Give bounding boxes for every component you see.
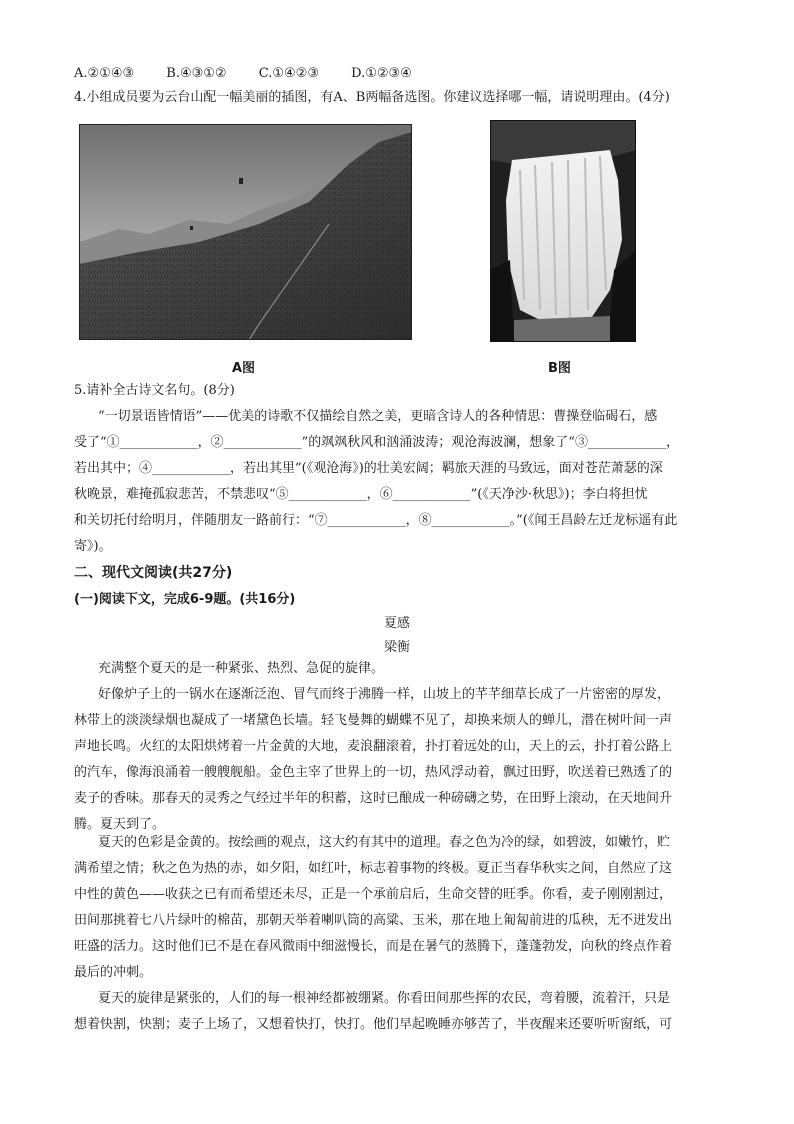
q5-title: 5.请补全古诗文名句。(8分): [74, 383, 235, 398]
picture-a-mountain: [79, 124, 412, 340]
article-title: 夏感: [383, 616, 410, 631]
article-line: 田间那挑着七八片绿叶的棉苗，那朝天举着喇叭筒的高粱、玉米，那在地上匍匐前进的瓜秧，无不迸发出: [74, 913, 673, 928]
q5-line: 秋晚景，难掩孤寂悲苦，不禁悲叹“⑤____________，⑥____________”(《天净沙·秋思》)；李白将担忧: [74, 487, 648, 502]
article-line: 想着快割，快割；麦子上场了，又想着快打，快打。他们早起晚睡亦够苦了，半夜醒来还要听听窗纸，可: [74, 1017, 673, 1032]
q4-question: 4.小组成员要为云台山配一幅美丽的插图，有A、B两幅备选图。你建议选择哪一幅，请说明理由。(4分): [74, 90, 670, 105]
q5-line: 和关切托付给明月，伴随朋友一路前行：“⑦____________，⑧____________。”(《闻王昌龄左迁龙标遥有此: [74, 513, 678, 528]
article-line: 好像炉子上的一锅水在逐渐泛泡、冒气而终于沸腾一样，山坡上的芊芊细草长成了一片密密的厚发，: [98, 687, 671, 702]
section-heading: 二、现代文阅读(共27分): [74, 565, 233, 581]
article-line: 中性的黄色——收获之已有而希望还未尽，正是一个承前启后，生命交替的旺季。你看，麦子刚刚割过，: [74, 887, 673, 902]
article-line: 腾。夏天到了。: [74, 817, 166, 832]
article-line: 麦子的香味。那春天的灵秀之气经过半年的积蓄，这时已酿成一种磅礴之势，在田野上滚动，在天地间升: [74, 791, 673, 806]
article-line: 的汽车，像海浪涌着一艘艘舰船。金色主宰了世界上的一切，热风浮动着，飘过田野，吹送着已熟透了的: [74, 765, 673, 780]
article-line: 声地长鸣。火红的太阳烘烤着一片金黄的大地，麦浪翻滚着，扑打着远处的山，天上的云，扑打着公路上: [74, 739, 673, 754]
q5-line: 寄》)。: [74, 539, 112, 554]
article-line: 充满整个夏天的是一种紧张、热烈、急促的旋律。: [98, 661, 385, 676]
article-line: 夏天的旋律是紧张的，人们的每一根神经都被绷紧。你看田间那些挥的农民，弯着腰，流着汗，只是: [98, 991, 671, 1006]
picture-a-caption: A图: [232, 361, 256, 376]
q3-option-d: D.①②③④: [351, 66, 412, 81]
article-line: 最后的冲刺。: [74, 965, 153, 980]
q5-line: 若出其中；④____________，若出其里”(《观沧海》)的壮美宏阔；羁旅天涯的马致远，面对苍茫萧瑟的深: [74, 461, 663, 476]
picture-b-waterfall: [490, 120, 636, 342]
article-line: 旺盛的活力。这时他们已不是在春风微雨中细滋慢长，而是在暑气的蒸腾下，蓬蓬勃发，向秋的终点作着: [74, 939, 673, 954]
q3-option-a: A.②①④③: [74, 66, 135, 81]
article-author: 梁衡: [383, 640, 410, 655]
subsection-heading: (一)阅读下文，完成6-9题。(共16分): [74, 592, 296, 607]
article-line: 满希望之情；秋之色为热的赤，如夕阳，如红叶，标志着事物的终极。夏正当春华秋实之间，自然应了这: [74, 861, 673, 876]
q3-option-c: C.①④②③: [258, 66, 319, 81]
picture-b-caption: B图: [548, 361, 571, 376]
q5-line: 受了“①____________，②____________”的飒飒秋风和汹涌波涛；观沧海波澜，想象了“③____________，: [74, 435, 679, 450]
article-line: 林带上的淡淡绿烟也凝成了一堵黛色长墙。轻飞曼舞的蝴蝶不见了，却换来烦人的蝉儿，潜在树叶间一声: [74, 713, 673, 728]
q5-line: “一切景语皆情语”——优美的诗歌不仅描绘自然之美，更暗含诗人的各种情思：曹操登临碣石，感: [98, 409, 658, 424]
q3-option-b: B.④③①②: [166, 66, 227, 81]
article-line: 夏天的色彩是金黄的。按绘画的观点，这大约有其中的道理。春之色为冷的绿，如碧波，如嫩竹，贮: [98, 835, 671, 850]
q3-options: [74, 66, 440, 82]
